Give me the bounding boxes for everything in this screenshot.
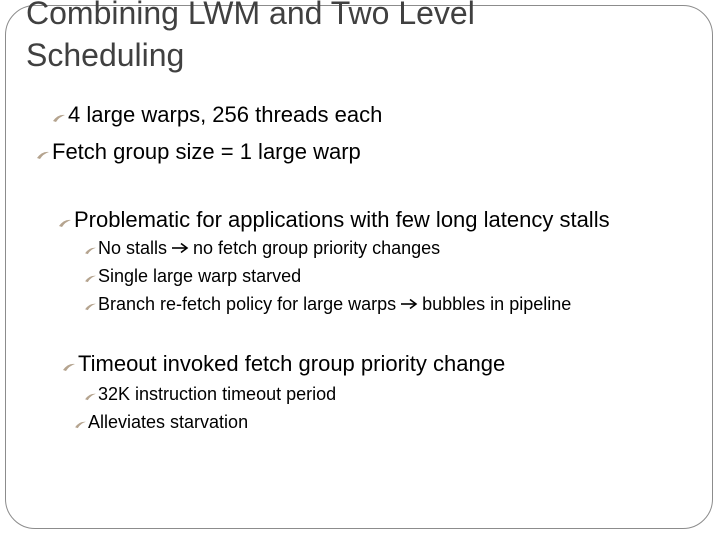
sub-bullet-single-warp-starved [84, 265, 301, 287]
bullet-text: 4 large warps, 256 threads each [68, 102, 383, 127]
bullet-fetch-group-size [36, 139, 361, 165]
bullet-swoosh-icon [52, 108, 68, 122]
bullet-problematic [58, 207, 610, 233]
bullet-large-warps [52, 102, 382, 128]
sub-bullet-32k-timeout [84, 383, 336, 405]
bullet-text-pre: No stalls [98, 238, 168, 258]
sub-bullet-alleviates-starvation [74, 411, 248, 433]
bullet-swoosh-icon [84, 296, 98, 310]
bullet-text: 32K instruction timeout period [98, 384, 337, 404]
bullet-text-pre: Branch re-fetch policy for large warps [98, 294, 397, 314]
sub-bullet-branch-refetch [84, 293, 571, 315]
bullet-swoosh-icon [84, 268, 98, 282]
bullet-swoosh-icon [74, 414, 88, 428]
bullet-text: Timeout invoked fetch group priority change [78, 351, 506, 376]
bullet-text-post: no fetch group priority changes [193, 238, 441, 258]
bullet-timeout [62, 351, 505, 377]
sub-bullet-no-stalls [84, 237, 440, 259]
bullet-text: Fetch group size = 1 large warp [52, 139, 361, 164]
bullet-text: Alleviates starvation [88, 412, 249, 432]
bullet-text: Single large warp starved [98, 266, 302, 286]
bullet-text-post: bubbles in pipeline [422, 294, 572, 314]
bullet-swoosh-icon [84, 386, 98, 400]
bullet-swoosh-icon [58, 213, 74, 227]
slide-title: Combining LWM and Two Level Scheduling [26, 0, 475, 73]
bullet-text: Problematic for applications with few long latency stalls [74, 207, 610, 232]
right-arrow-icon [170, 242, 190, 254]
right-arrow-icon [399, 298, 419, 310]
bullet-swoosh-icon [62, 357, 78, 371]
bullet-swoosh-icon [36, 145, 52, 159]
bullet-swoosh-icon [84, 240, 98, 254]
